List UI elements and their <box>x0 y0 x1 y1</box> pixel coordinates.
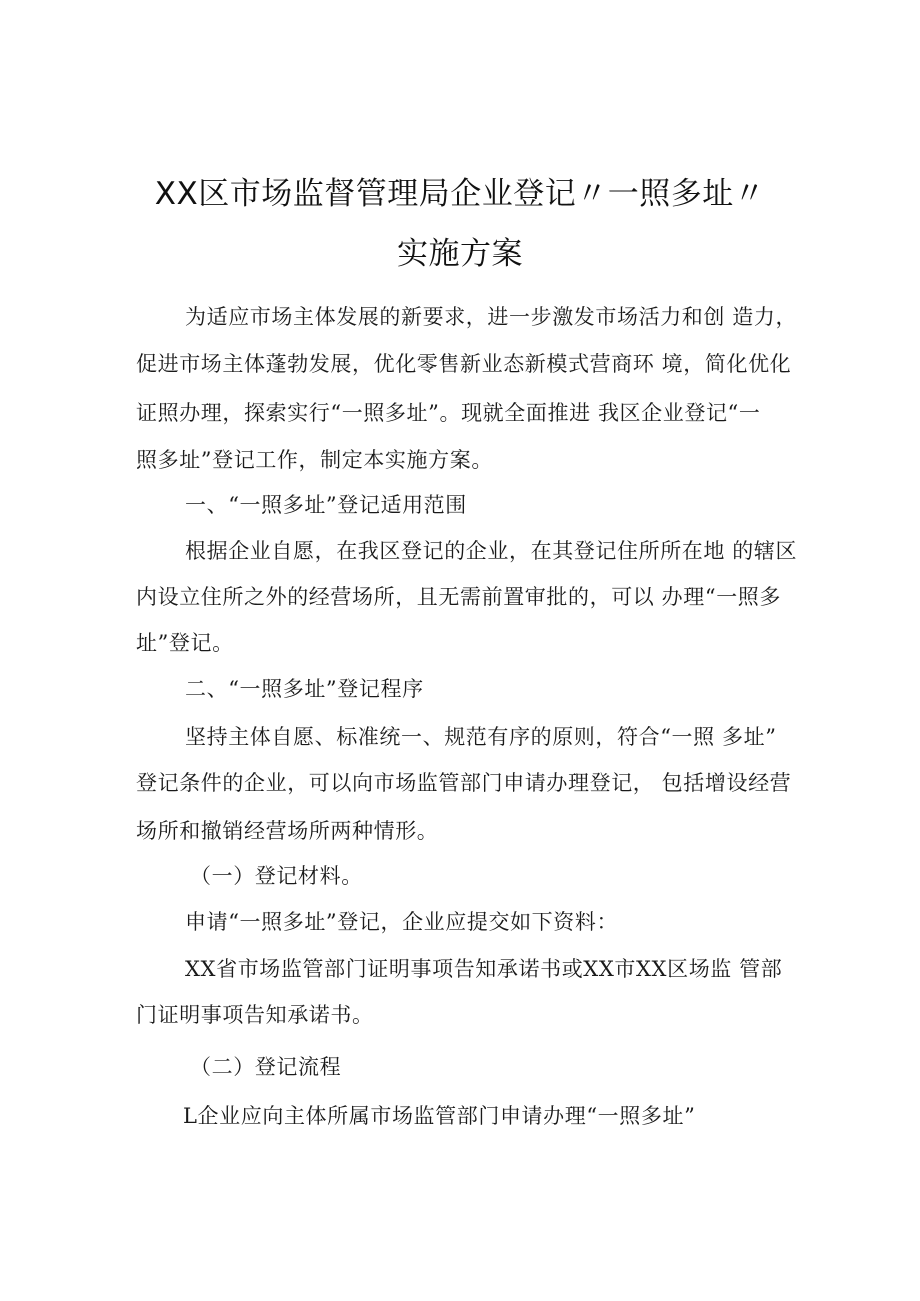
body-line-4: 照多址”登记工作，制定本实施方案。 <box>136 448 493 472</box>
body-line-11: 申请“一照多址”登记，企业应提交如下资料： <box>185 910 619 934</box>
body-line-14: L企业应向主体所属市场监管部门申请办理“一照多址” <box>183 1104 696 1128</box>
body-line-2: 促进市场主体蓬勃发展，优化零售新业态新模式营商环 境，简化优化 <box>136 352 792 376</box>
body-line-8: 坚持主体自愿、标准统一、规范有序的原则，符合“一照 多址” <box>185 725 777 749</box>
section-heading-2: 二、“一照多址”登记程序 <box>185 677 424 701</box>
body-line-9: 登记条件的企业，可以向市场监管部门申请办理登记， 包括增设经营 <box>136 771 792 795</box>
body-line-5: 根据企业自愿，在我区登记的企业，在其登记住所所在地 的辖区 <box>185 539 798 563</box>
section-heading-1: 一、“一照多址”登记适用范围 <box>185 493 467 517</box>
document-title-line-1: XX区市场监督管理局企业登记〃一照多址〃 <box>154 176 766 212</box>
body-line-1: 为适应市场主体发展的新要求，进一步激发市场活力和创 造力， <box>185 305 798 329</box>
body-line-13: 门证明事项告知承诺书。 <box>136 1003 374 1027</box>
body-line-7: 址”登记。 <box>136 631 234 655</box>
subsection-heading-1: （一）登记材料。 <box>190 864 363 888</box>
body-line-3: 证照办理，探索实行“一照多址”。现就全面推进 我区企业登记“一 <box>136 401 761 425</box>
document-title-line-2: 实施方案 <box>397 236 523 272</box>
body-line-12: XX省市场监管部门证明事项告知承诺书或XX市XX区场监 管部 <box>185 957 783 981</box>
subsection-heading-2: （二）登记流程 <box>190 1055 342 1079</box>
body-line-10: 场所和撤销经营场所两种情形。 <box>136 819 439 843</box>
body-line-6: 内设立住所之外的经营场所，且无需前置审批的，可以 办理“一照多 <box>136 585 782 609</box>
